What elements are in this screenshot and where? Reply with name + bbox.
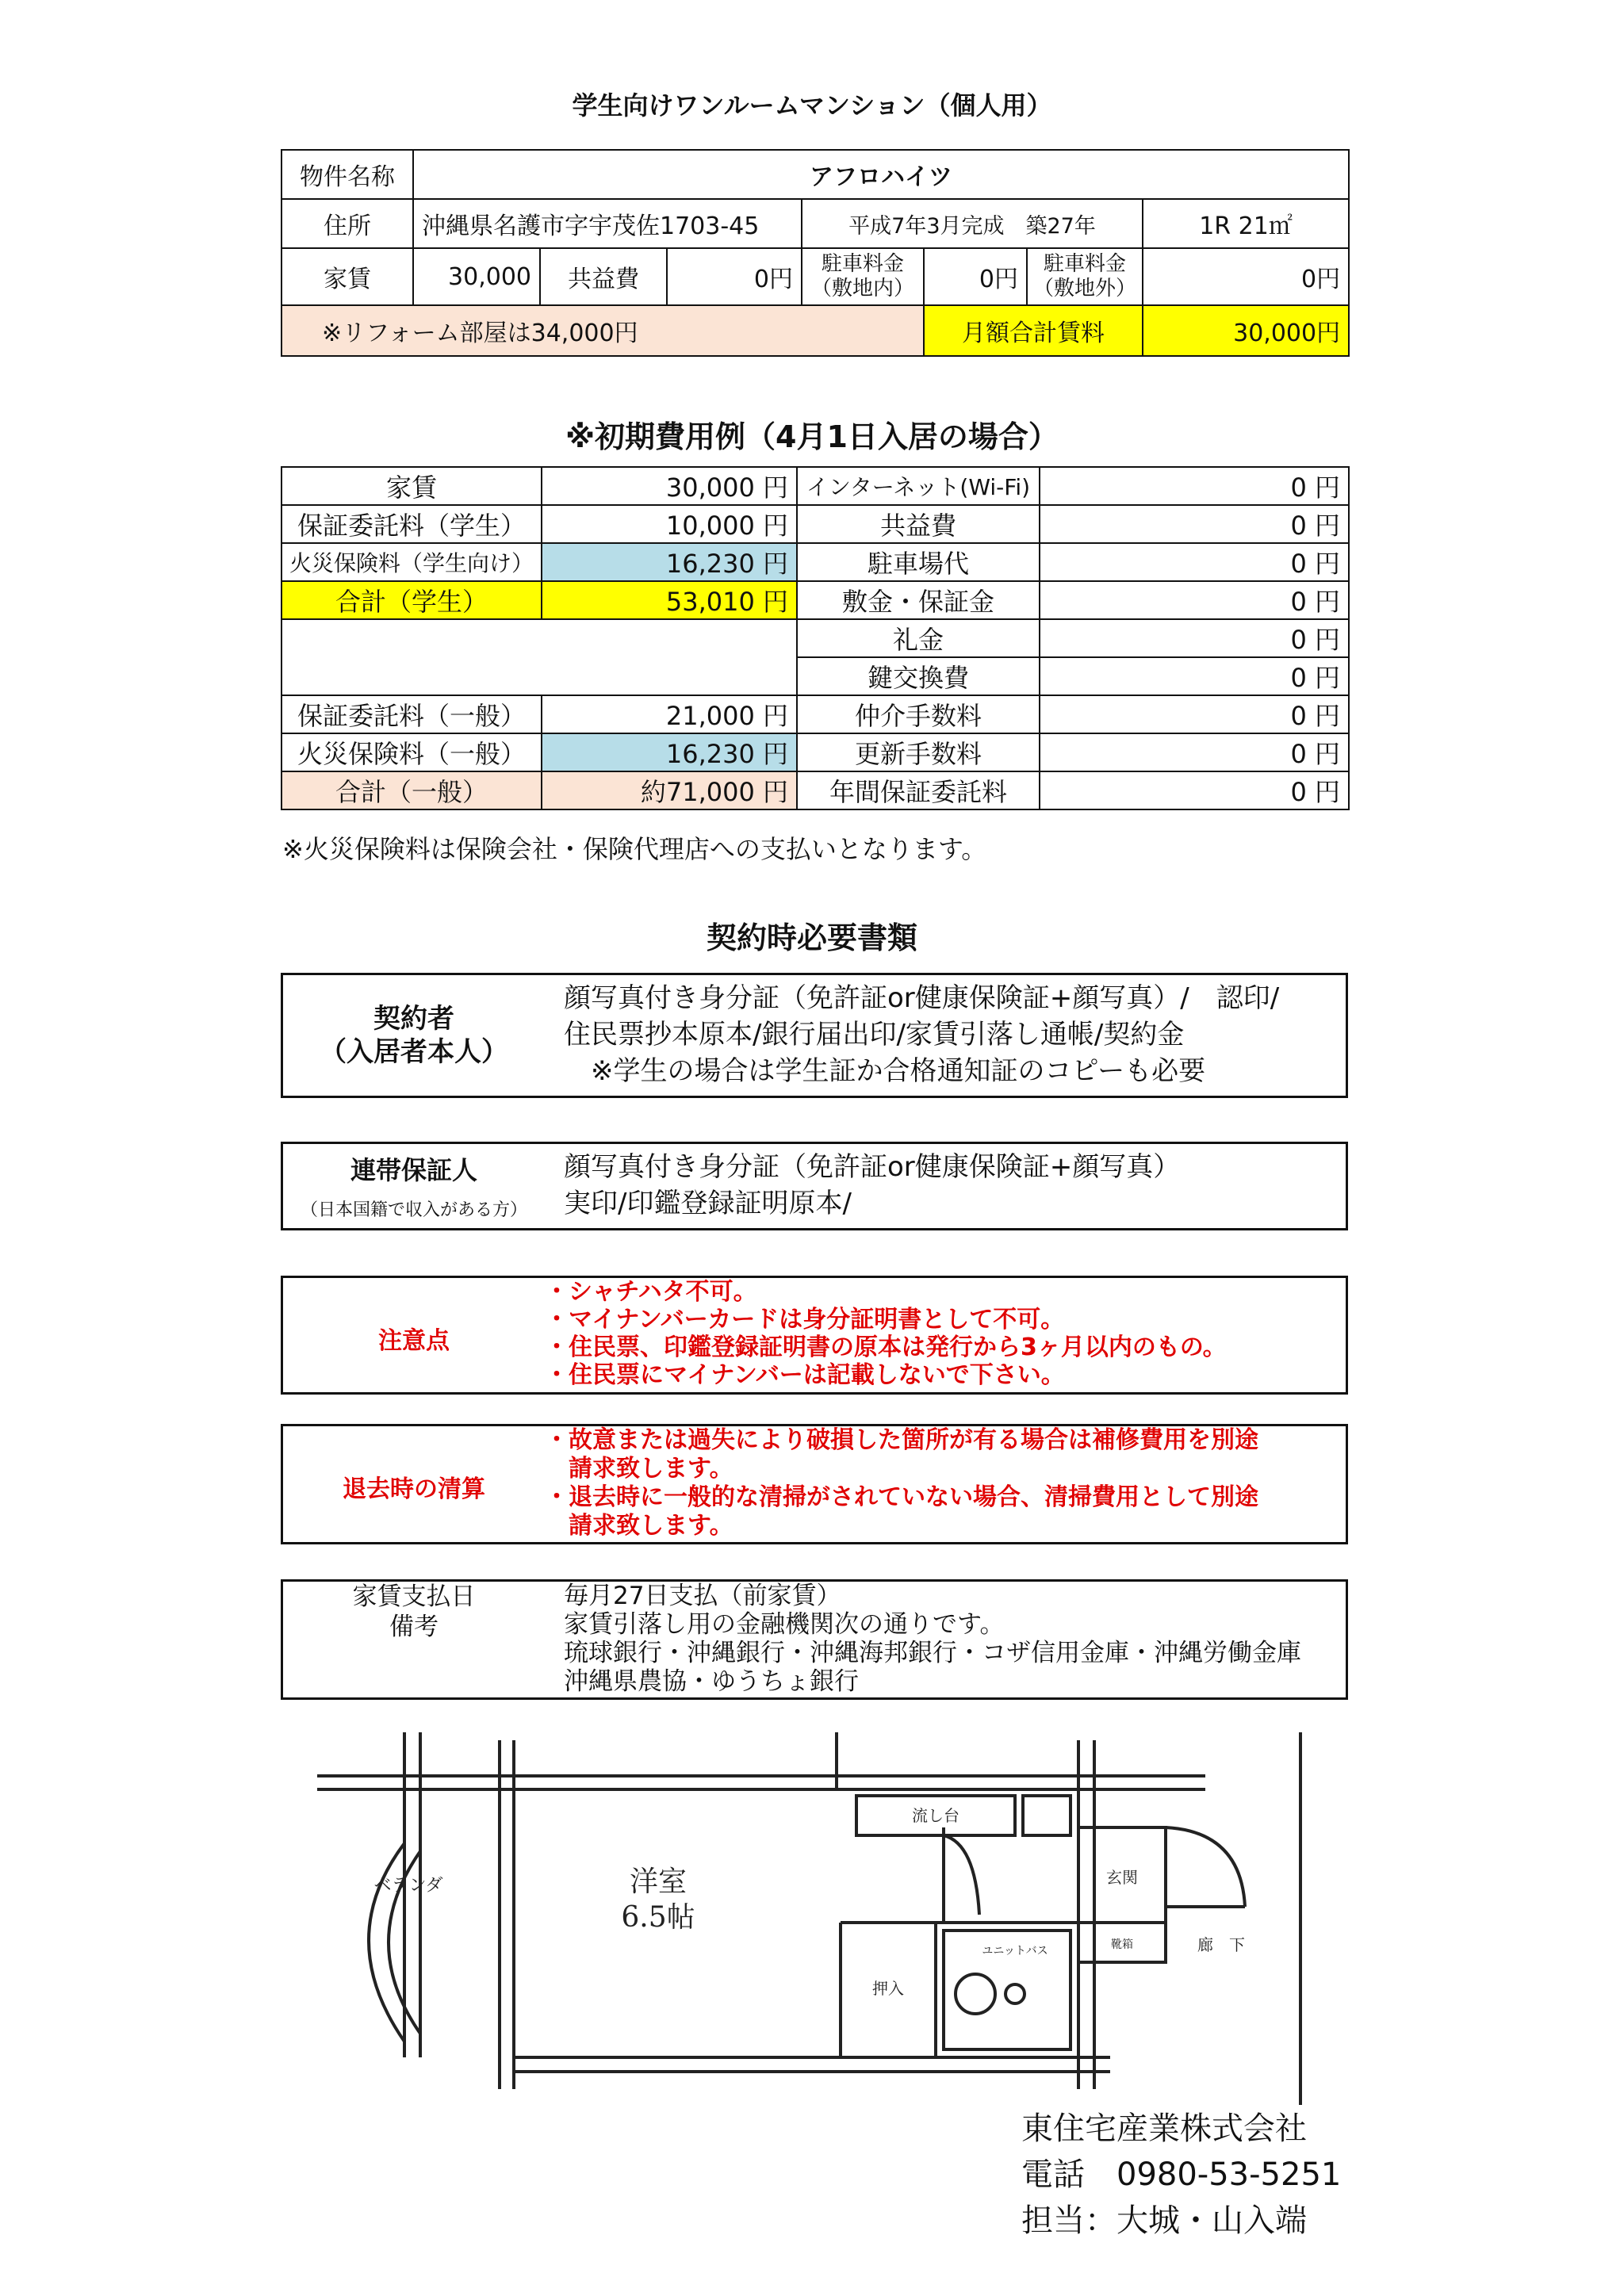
fp-balcony: ベランダ [373, 1876, 443, 1896]
address: 沖縄県名護市字宇茂佐1703-45 [413, 199, 802, 248]
cost-label: 鍵交換費 [797, 657, 1040, 695]
caution-item: ・住民票にマイナンバーは記載しないで下さい。 [545, 1361, 1065, 1389]
cost-value: 0 円 [1040, 505, 1349, 543]
cost-value: 16,230 円 [542, 733, 797, 771]
room-size: 1R 21㎡ [1143, 199, 1349, 248]
cost-label: 合計（学生） [282, 581, 542, 619]
built-year: 平成7年3月完成 築27年 [802, 199, 1143, 248]
cost-label: 更新手数料 [797, 733, 1040, 771]
parking-in-label: 駐車料金 （敷地内） [802, 248, 924, 305]
parking-out-label: 駐車料金 （敷地外） [1027, 248, 1143, 305]
company-phone: 電話 0980-53-5251 [1021, 2156, 1342, 2193]
cost-value: 約71,000 円 [542, 771, 797, 809]
moveout-item: 請求致します。 [545, 1512, 733, 1540]
cost-label: 合計（一般） [282, 771, 542, 809]
cost-label: 保証委託料（一般） [282, 695, 542, 733]
moveout-list [545, 1426, 1258, 1540]
caution-item: ・シャチハタ不可。 [545, 1278, 757, 1306]
monthly-total-label: 月額合計賃料 [924, 305, 1143, 356]
cost-value: 0 円 [1040, 733, 1349, 771]
cost-value: 0 円 [1040, 771, 1349, 809]
documents-heading: 契約時必要書類 [706, 920, 917, 955]
cost-value: 0 円 [1040, 467, 1349, 505]
reform-note: ※リフォーム部屋は34,000円 [282, 305, 924, 356]
parking-out-value: 0円 [1143, 248, 1349, 305]
common-value: 0円 [667, 248, 802, 305]
contractor-docs [564, 980, 1279, 1089]
fp-entrance: 玄関 [1106, 1868, 1138, 1887]
page-title: 学生向けワンルームマンション（個人用） [572, 90, 1052, 121]
cost-label: 駐車場代 [797, 543, 1040, 581]
caution-label: 注意点 [378, 1327, 450, 1355]
moveout-label: 退去時の清算 [343, 1475, 485, 1503]
caution-box [281, 1276, 1348, 1395]
cost-label: 礼金 [797, 619, 1040, 657]
property-table [281, 149, 1350, 357]
cost-value: 0 円 [1040, 657, 1349, 695]
cost-value: 53,010 円 [542, 581, 797, 619]
cost-value: 0 円 [1040, 543, 1349, 581]
cost-label: 家賃 [282, 467, 542, 505]
cost-value: 10,000 円 [542, 505, 797, 543]
guarantor-label: 連帯保証人 [350, 1155, 477, 1185]
contractor-label: 契約者 （入居者本人） [320, 1003, 508, 1068]
contractor-box [281, 973, 1348, 1098]
monthly-total-value: 30,000円 [1143, 305, 1349, 356]
caution-item: ・住民票、印鑑登録証明書の原本は発行から3ヶ月以内のもの。 [545, 1334, 1227, 1361]
cost-label: 共益費 [797, 505, 1040, 543]
payment-box [281, 1579, 1348, 1700]
cost-value: 21,000 円 [542, 695, 797, 733]
initial-cost-heading: ※初期費用例（4月1日入居の場合） [565, 419, 1059, 454]
guarantor-docs [564, 1149, 1180, 1222]
cost-label: 仲介手数料 [797, 695, 1040, 733]
doc-line: ※学生の場合は学生証か合格通知証のコピーも必要 [564, 1055, 1206, 1087]
moveout-item: ・退去時に一般的な清掃がされていない場合、清掃費用として別途 [545, 1483, 1258, 1511]
doc-line: 住民票抄本原本/銀行届出印/家賃引落し通帳/契約金 [564, 1019, 1185, 1050]
blank-cell [282, 619, 797, 695]
fp-bath: ユニットバス [982, 1945, 1048, 1957]
fp-room: 洋室 [629, 1866, 688, 1898]
property-name: アフロハイツ [413, 150, 1349, 199]
cost-label: インターネット(Wi-Fi) [797, 467, 1040, 505]
cost-label: 火災保険料（学生向け） [282, 543, 542, 581]
fp-closet: 押入 [872, 1979, 904, 1998]
fp-shoe-box: 靴箱 [1111, 1938, 1133, 1951]
doc-line: 顔写真付き身分証（免許証or健康保険証+顔写真）/ 認印/ [564, 982, 1280, 1014]
payment-lines [564, 1582, 1301, 1696]
initial-cost-table [281, 466, 1350, 810]
doc-line: 顔写真付き身分証（免許証or健康保険証+顔写真） [564, 1151, 1181, 1183]
cost-value: 0 円 [1040, 619, 1349, 657]
company-staff: 担当：大城・山入端 [1021, 2202, 1307, 2239]
rent-value: 30,000 [413, 248, 540, 305]
guarantor-sublabel: （日本国籍で収入がある方） [300, 1200, 527, 1220]
payment-line: 沖縄県農協・ゆうちょ銀行 [564, 1667, 859, 1696]
fp-room-size: 6.5帖 [621, 1901, 695, 1934]
moveout-box [281, 1424, 1348, 1544]
moveout-item: 請求致します。 [545, 1455, 733, 1483]
common-label: 共益費 [540, 248, 667, 305]
doc-line: 実印/印鑑登録証明原本/ [564, 1188, 852, 1219]
cost-value: 16,230 円 [542, 543, 797, 581]
cost-value: 0 円 [1040, 581, 1349, 619]
payment-label: 家賃支払日 備考 [352, 1582, 476, 1641]
cost-value: 30,000 円 [542, 467, 797, 505]
fp-corridor: 廊 下 [1197, 1935, 1245, 1954]
floor-plan [317, 1732, 1316, 2113]
address-label: 住所 [282, 199, 413, 248]
company-name: 東住宅産業株式会社 [1021, 2110, 1307, 2147]
moveout-item: ・故意または過失により破損した箇所が有る場合は補修費用を別途 [545, 1426, 1258, 1454]
caution-item: ・マイナンバーカードは身分証明書として不可。 [545, 1306, 1065, 1334]
payment-line: 琉球銀行・沖縄銀行・沖縄海邦銀行・コザ信用金庫・沖縄労働金庫 [564, 1639, 1301, 1667]
cost-value: 0 円 [1040, 695, 1349, 733]
cost-label: 敷金・保証金 [797, 581, 1040, 619]
insurance-note: ※火災保険料は保険会社・保険代理店への支払いとなります。 [282, 834, 987, 864]
payment-line: 家賃引落し用の金融機関次の通りです。 [564, 1610, 1005, 1639]
caution-list [545, 1278, 1227, 1389]
rent-label: 家賃 [282, 248, 413, 305]
parking-in-value: 0円 [924, 248, 1027, 305]
name-label: 物件名称 [282, 150, 413, 199]
cost-label: 年間保証委託料 [797, 771, 1040, 809]
cost-label: 火災保険料（一般） [282, 733, 542, 771]
company-info [1021, 2106, 1341, 2244]
guarantor-box [281, 1142, 1348, 1230]
cost-label: 保証委託料（学生） [282, 505, 542, 543]
payment-line: 毎月27日支払（前家賃） [564, 1582, 841, 1610]
fp-sink: 流し台 [912, 1806, 959, 1825]
